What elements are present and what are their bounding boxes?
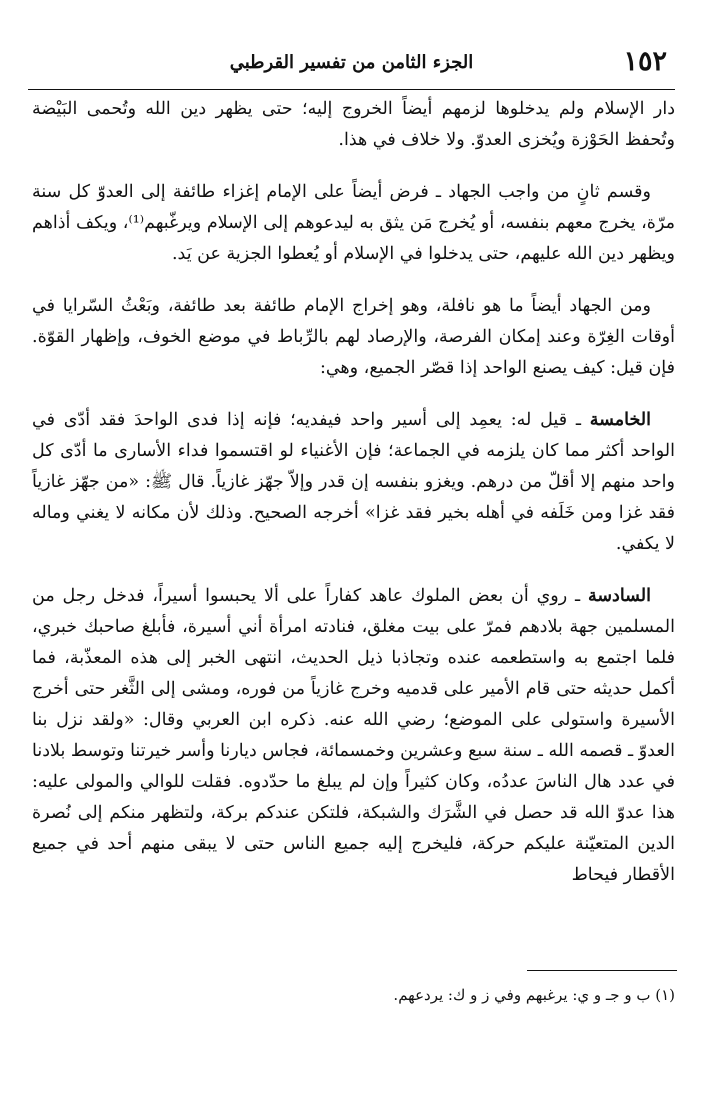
body-text [32, 94, 675, 912]
paragraph-1: دار الإسلام ولم يدخلوها لزمهم أيضاً الخروج إليه؛ حتى يظهر دين الله وتُحمى البَيْضة وتُحفظ الحَوْزة ويُخزى العدوّ. ولا خلاف في هذا. [32, 99, 675, 150]
page-header [28, 44, 675, 90]
footnote-rule [527, 970, 677, 971]
paragraph-3: ومن الجهاد أيضاً ما هو نافلة، وهو إخراج الإمام طائفة بعد طائفة، وبَعْثُ السّرايا في أوقات الغِرّة وعند إمكان الفرصة، والإرصاد لهم بالرِّباط في موضع الخوف، وإظهار القوّة. فإن قيل: كيف يصنع الواحد إذا قصّر الجميع، وهي: [32, 296, 675, 378]
footnote: (١) ب و جـ و ي: يرغبهم وفي ز و ك: يردعهم. [393, 986, 675, 1004]
paragraph-sixth: السادسة ـ روي أن بعض الملوك عاهد كفاراً على ألا يحبسوا أسيراً، فدخل رجل من المسلمين جهة بلادهم فمرّ على بيت مغلق، فنادته امرأة أني أسيرة، فأبلغ صاحبك خبري، فلما اجتمع به واستطعمه عنده وتجاذبا ذيل الحديث، انتهى الخبر إلى هذه المعذّبة، فما أكمل حديثه حتى قام الأمير على قدميه وخرج غازياً من فوره، ومشى إلى الثَّغر حتى أخرج الأسيرة واستولى على الموضع؛ رضي الله عنه. ذكره ابن العربي وقال: «ولقد نزل بنا العدوّ ـ قصمه الله ـ سنة سبع وعشرين وخمسمائة، فجاس ديارنا وأسر خيرتنا وتوسط بلادنا في عدد هال الناسَ عددُه، وكان كثيراً وإن لم يبلغ ما حدّدوه. فقلت للوالي والمولى عليه: هذا عدوّ الله قد حصل في الشَّرَك والشبكة، فلتكن عندكم بركة، ولتظهر منكم إلى نُصرة الدين المتعيّنة عليكم حركة، فليخرج إليه جميع الناس حتى لا يبقى منهم أحد في جميع الأقطار فيحاط [32, 586, 675, 885]
running-title: الجزء الثامن من تفسير القرطبي [229, 52, 474, 73]
paragraph-2: وقسم ثانٍ من واجب الجهاد ـ فرض أيضاً على الإمام إغزاء طائفة إلى العدوّ كل سنة مرّة، يخرج معهم بنفسه، أو يُخرج مَن يثق به ليدعوهم إلى الإسلام ويرغّبهم⁽¹⁾، ويكف أذاهم ويظهر دين الله عليهم، حتى يدخلوا في الإسلام أو يُعطوا الجزية عن يَد. [32, 182, 675, 264]
paragraph-fifth: الخامسة ـ قيل له: يعمِد إلى أسير واحد فيفديه؛ فإنه إذا فدى الواحدَ فقد أدّى في الواحد أكثر مما كان يلزمه في الجماعة؛ فإن الأغنياء لو اقتسموا فداء الأسارى ما أدّى كل واحد منهم إلا أقلّ من درهم. ويغزو بنفسه إن قدر وإلاّ جهّز غازياً. قال ﷺ: «من جهّز غازياً فقد غزا ومن خَلَفه في أهله بخير فقد غزا» أخرجه الصحيح. وذلك لأن مكانه لا يغني وماله لا يكفي. [32, 410, 675, 554]
rubric-fifth: الخامسة [589, 410, 651, 430]
page-number: ١٥٢ [623, 46, 667, 77]
rubric-sixth: السادسة [588, 586, 651, 606]
header-rule [28, 89, 675, 90]
